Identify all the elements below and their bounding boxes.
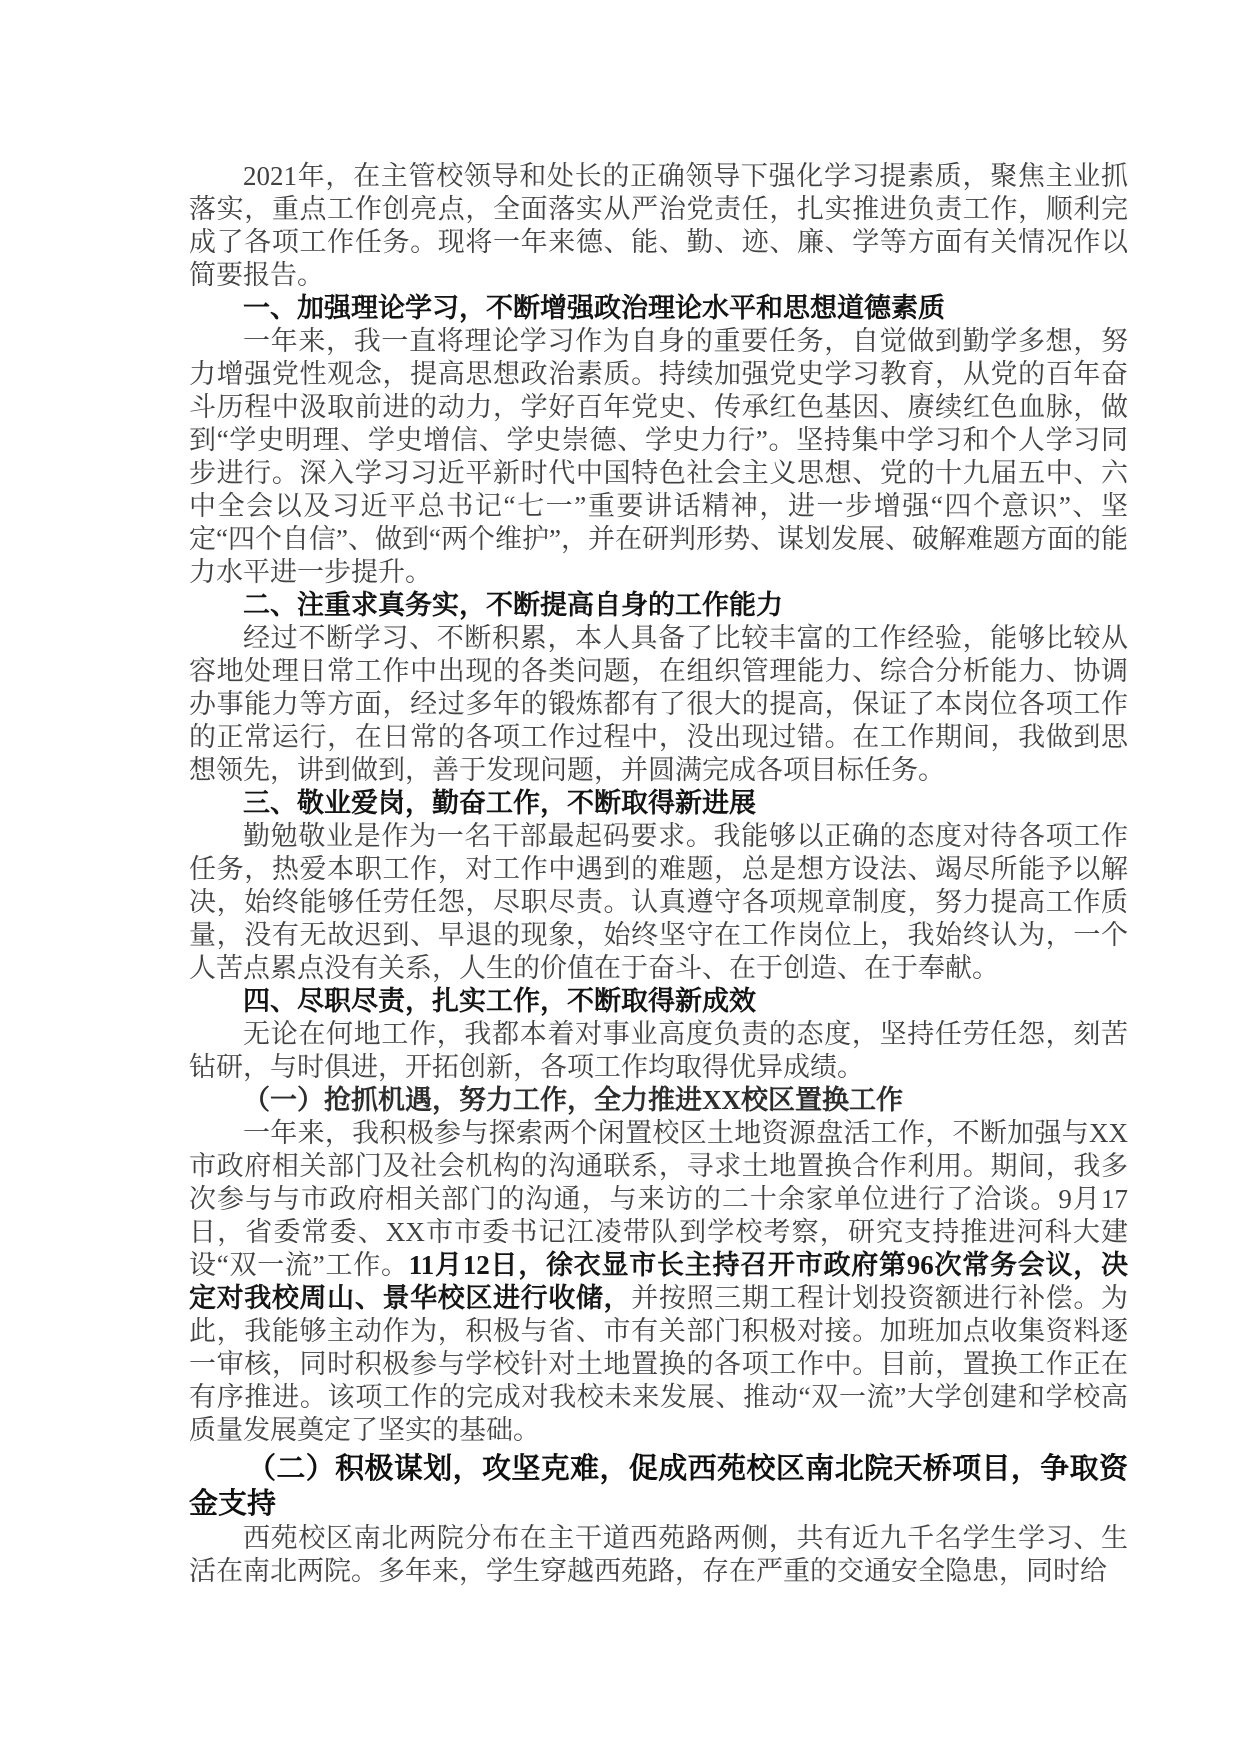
campus-swap-text-after: 并按照三期工程计划投资额进行补偿。为此，我能够主动作为，积极与省、市有关部门积极对接。加班加点收集资料逐一审核，同时积极参与学校针对土地置换的各项工作中。目前，置换工作正在有序推进。该项工作的完成对我校未来发展、推动“双一流”大学创建和学校高质量发展奠定了坚实的基础。 — [189, 1283, 1129, 1445]
heading-section-4-duty: 四、尽职尽责，扎实工作，不断取得新成效 — [243, 986, 756, 1016]
paragraph-bridge-project: 西苑校区南北两院分布在主干道西苑路两侧，共有近九千名学生学习、生活在南北两院。多年来，学生穿越西苑路，存在严重的交通安全隐患，同时给 — [189, 1523, 1128, 1586]
paragraph-theory-study: 一年来，我一直将理论学习作为自身的重要任务，自觉做到勤学多想，努力增强党性观念，提高思想政治素质。持续加强党史学习教育，从党的百年奋斗历程中汲取前进的动力，学好百年党史、传承红色基因、赓续红色血脉，做到“学史明理、学史增信、学史崇德、学史力行”。坚持集中学习和个人学习同步进行。深入学习习近平新时代中国特色社会主义思想、党的十九届五中、六中全会以及习近平总书记“七一”重要讲话精神，进一步增强“四个意识”、坚定“四个自信”、做到“两个维护”，并在研判形势、谋划发展、破解难题方面的能力水平进一步提升。 — [189, 326, 1128, 587]
heading-section-1-theory-study: 一、加强理论学习，不断增强政治理论水平和思想道德素质 — [243, 293, 945, 323]
paragraph-intro: 2021年，在主管校领导和处长的正确领导下强化学习提素质，聚焦主业抓落实，重点工作创亮点，全面落实从严治党责任，扎实推进负责工作，顺利完成了各项工作任务。现将一年来德、能、勤、迹、廉、学等方面有关情况作以简要报告。 — [189, 161, 1128, 290]
heading-sub-2-bridge-project: （二）积极谋划，攻坚克难，促成西苑校区南北院天桥项目，争取资金支持 — [189, 1453, 1128, 1520]
campus-swap-bold-highlight: 11月12日，徐衣显市长主持召开市政府第96次常务会议，决定对我校周山、景华校区进行收储， — [189, 1250, 1129, 1313]
paragraph-dedication: 勤勉敬业是作为一名干部最起码要求。我能够以正确的态度对待各项工作任务，热爱本职工作，对工作中遇到的难题，总是想方设法、竭尽所能予以解决，始终能够任劳任怨，尽职尽责。认真遵守各项规章制度，努力提高工作质量，没有无故迟到、早退的现象，始终坚守在工作岗位上，我始终认为，一个人苦点累点没有关系，人生的价值在于奋斗、在于创造、在于奉献。 — [189, 821, 1128, 983]
paragraph-campus-swap — [189, 1117, 1128, 1447]
document-content — [189, 160, 1128, 1588]
heading-section-2-work-ability: 二、注重求真务实，不断提高自身的工作能力 — [243, 590, 783, 620]
heading-sub-1-campus-swap: （一）抢抓机遇，努力工作，全力推进XX校区置换工作 — [243, 1085, 903, 1115]
paragraph-duty: 无论在何地工作，我都本着对事业高度负责的态度，坚持任劳任怨，刻苦钻研，与时俱进，开拓创新，各项工作均取得优异成绩。 — [189, 1019, 1128, 1082]
paragraph-work-ability: 经过不断学习、不断积累，本人具备了比较丰富的工作经验，能够比较从容地处理日常工作中出现的各类问题，在组织管理能力、综合分析能力、协调办事能力等方面，经过多年的锻炼都有了很大的提高，保证了本岗位各项工作的正常运行，在日常的各项工作过程中，没出现过错。在工作期间，我做到思想领先，讲到做到，善于发现问题，并圆满完成各项目标任务。 — [189, 623, 1128, 785]
campus-swap-text-before: 一年来，我积极参与探索两个闲置校区土地资源盘活工作，不断加强与XX市政府相关部门及社会机构的沟通联系，寻求土地置换合作利用。期间，我多次参与与市政府相关部门的沟通，与来访的二十余家单位进行了洽谈。9月17日，省委常委、XX市市委书记江凌带队到学校考察，研究支持推进河科大建设“双一流”工作。 — [189, 1118, 1128, 1280]
heading-section-3-dedication: 三、敬业爱岗，勤奋工作，不断取得新进展 — [243, 788, 756, 818]
